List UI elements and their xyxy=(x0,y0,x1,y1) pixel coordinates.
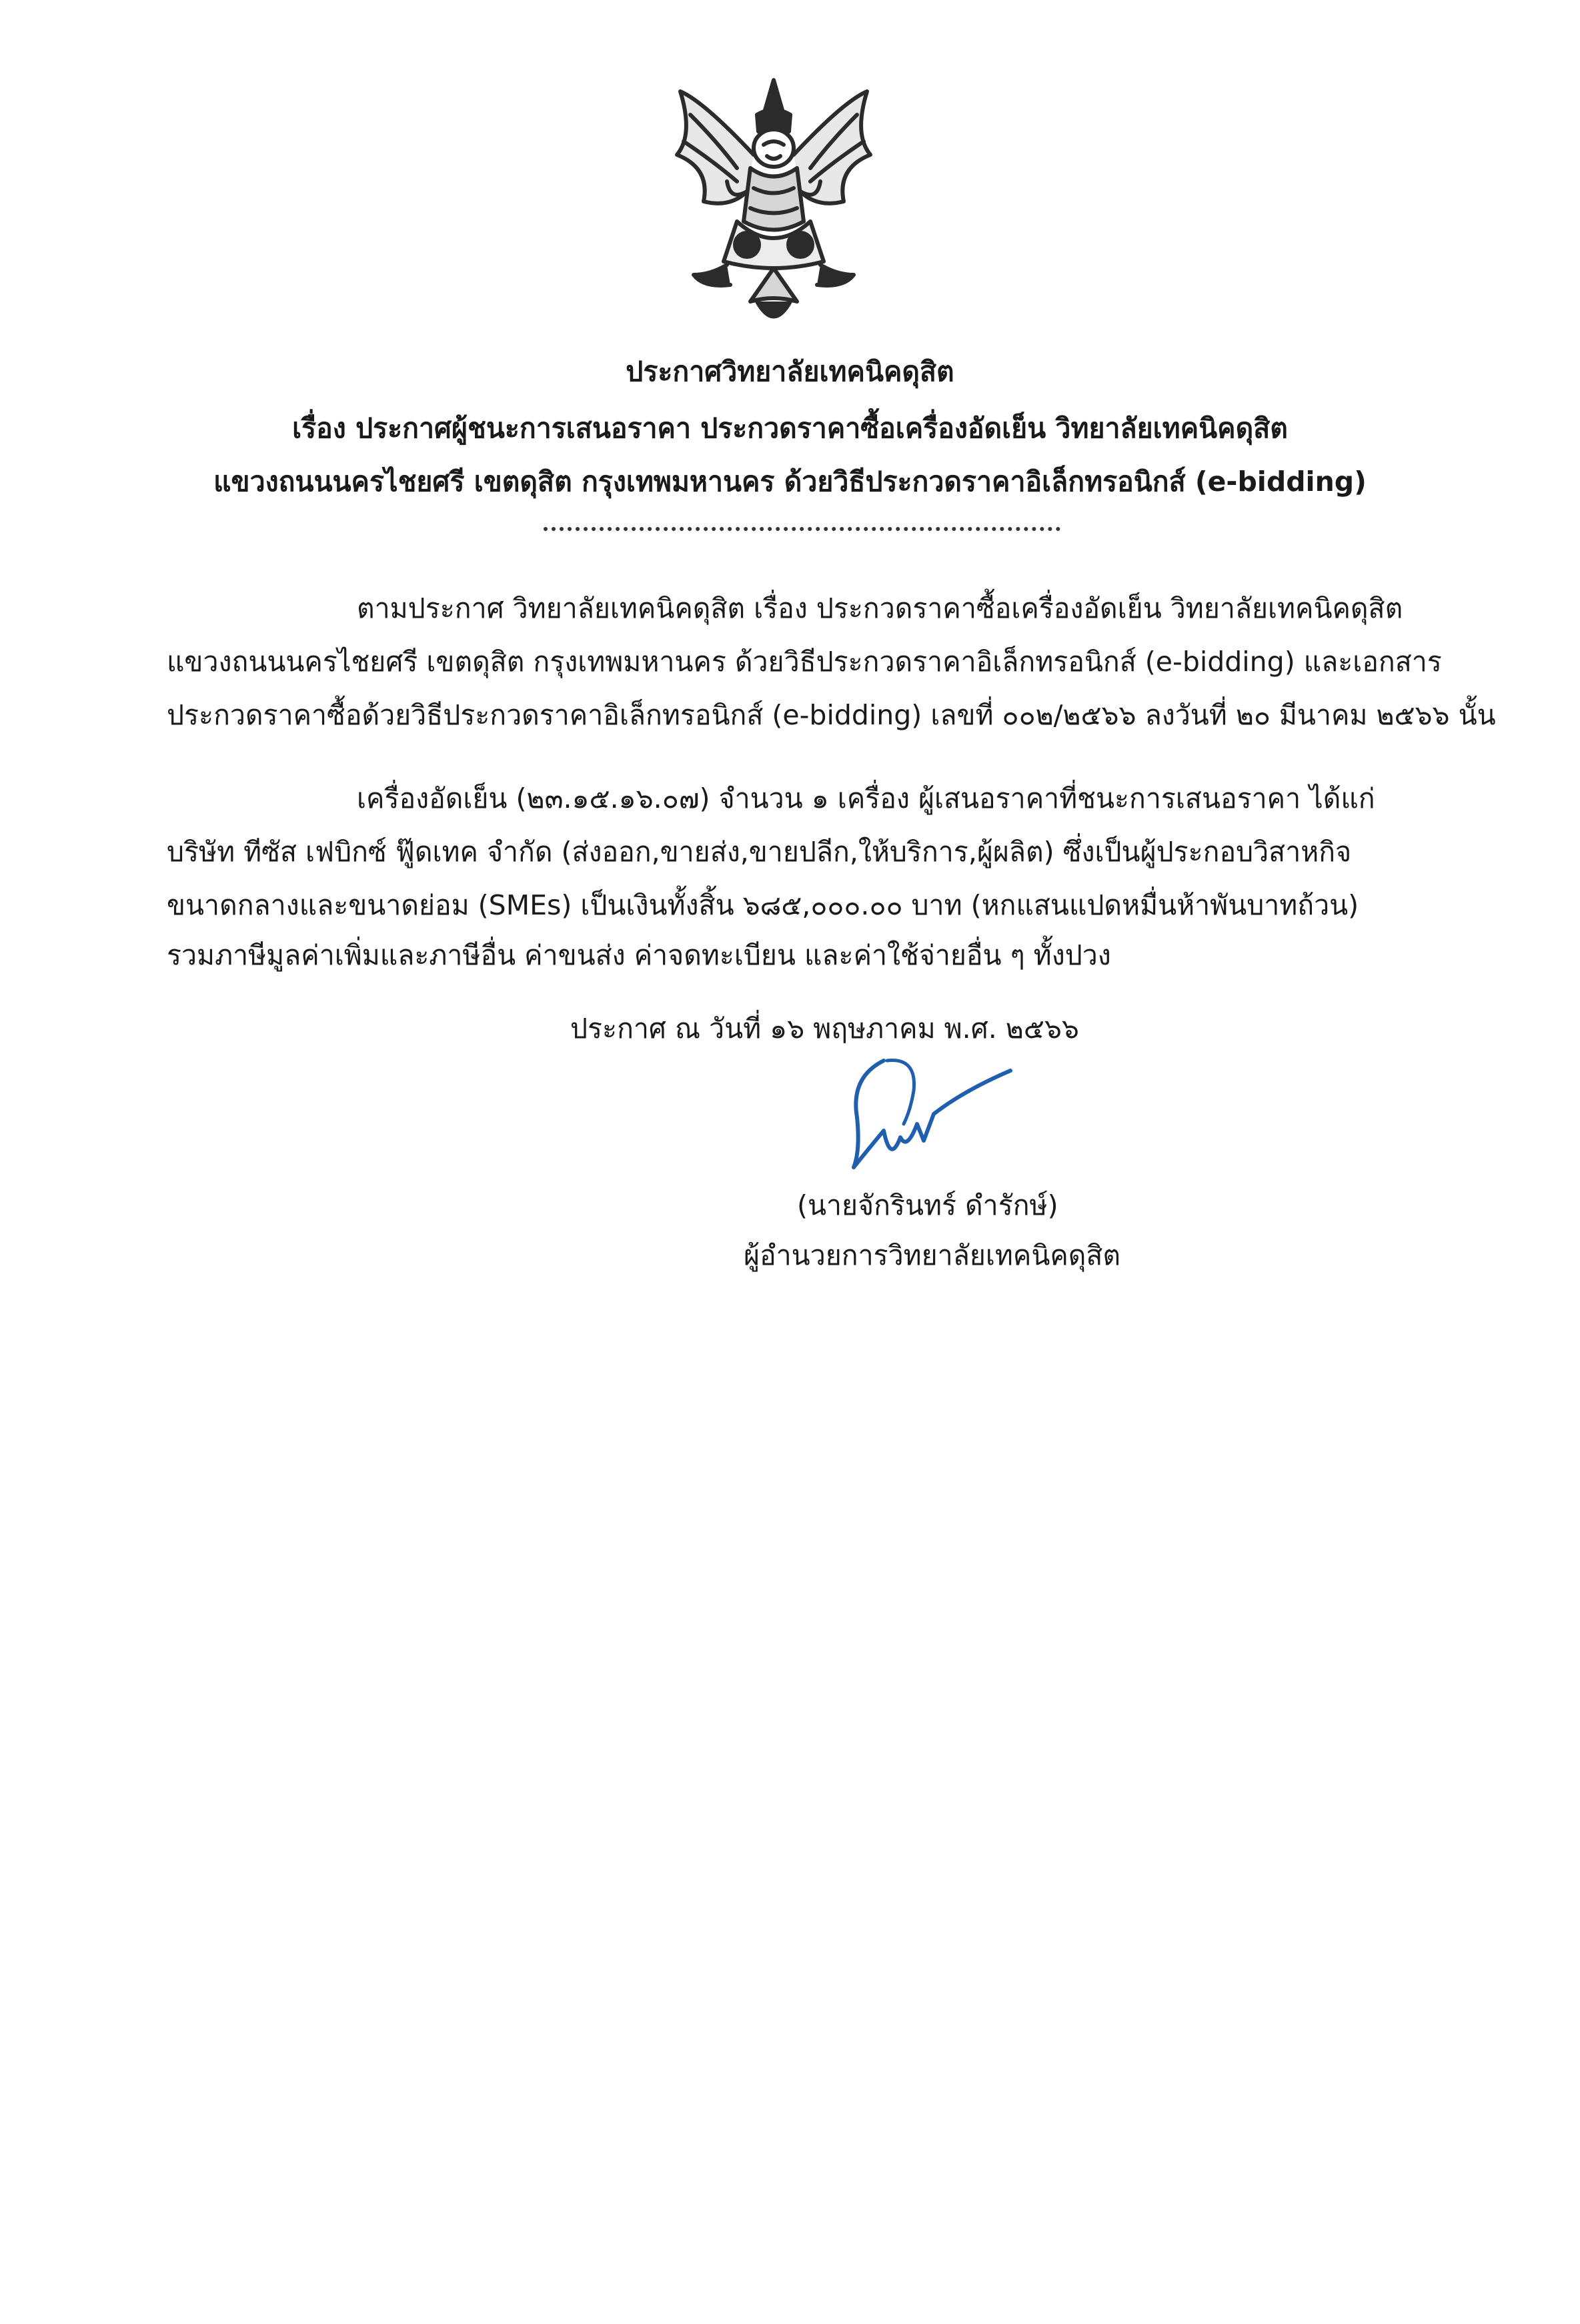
body-line: ตามประกาศ วิทยาลัยเทคนิคดุสิต เรื่อง ประกวดราคาซื้อเครื่องอัดเย็น วิทยาลัยเทคนิคดุสิต xyxy=(357,592,1403,624)
signature xyxy=(844,1051,1017,1177)
body-line: บริษัท ทีซัส เฟบิกซ์ ฟู๊ดเทค จำกัด (ส่งออก,ขายส่ง,ขายปลีก,ให้บริการ,ผู้ผลิต) ซึ่งเป็นผู้ประกอบวิสาหกิจ xyxy=(167,836,1352,868)
body-line: ประกวดราคาซื้อด้วยวิธีประกวดราคาอิเล็กทรอนิกส์ (e-bidding) เลขที่ ๐๐๒/๒๕๖๖ ลงวันที่ ๒๐ มีนาคม ๒๕๖๖ นั้น xyxy=(167,699,1496,731)
announcement-date: ประกาศ ณ วันที่ ๑๖ พฤษภาคม พ.ศ. ๒๕๖๖ xyxy=(570,1013,1079,1045)
subject-line-1: เรื่อง ประกาศผู้ชนะการเสนอราคา ประกวดราคาซื้อเครื่องอัดเย็น วิทยาลัยเทคนิคดุสิต xyxy=(292,412,1288,444)
document-title: ประกาศวิทยาลัยเทคนิคดุสิต xyxy=(626,356,954,388)
body-line: ขนาดกลางและขนาดย่อม (SMEs) เป็นเงินทั้งสิ้น ๖๘๕,๐๐๐.๐๐ บาท (หกแสนแปดหมื่นห้าพันบาทถ้วน) xyxy=(167,889,1359,921)
body-line: แขวงถนนนครไชยศรี เขตดุสิต กรุงเทพมหานคร ด้วยวิธีประกวดราคาอิเล็กทรอนิกส์ (e-bidding) และเอกสาร xyxy=(167,646,1442,678)
subject-line-2: แขวงถนนนครไชยศรี เขตดุสิต กรุงเทพมหานคร ด้วยวิธีประกวดราคาอิเล็กทรอนิกส์ (e-bidding) xyxy=(213,466,1367,498)
dotted-separator xyxy=(544,527,1060,531)
body-line: รวมภาษีมูลค่าเพิ่มและภาษีอื่น ค่าขนส่ง ค่าจดทะเบียน และค่าใช้จ่ายอื่น ๆ ทั้งปวง xyxy=(167,939,1111,971)
signer-name: (นายจักรินทร์ ดำรักษ์) xyxy=(797,1189,1058,1221)
body-line: เครื่องอัดเย็น (๒๓.๑๕.๑๖.๐๗) จำนวน ๑ เครื่อง ผู้เสนอราคาที่ชนะการเสนอราคา ได้แก่ xyxy=(357,782,1375,814)
garuda-emblem xyxy=(664,75,884,335)
signer-title: ผู้อำนวยการวิทยาลัยเทคนิคดุสิต xyxy=(744,1239,1121,1271)
